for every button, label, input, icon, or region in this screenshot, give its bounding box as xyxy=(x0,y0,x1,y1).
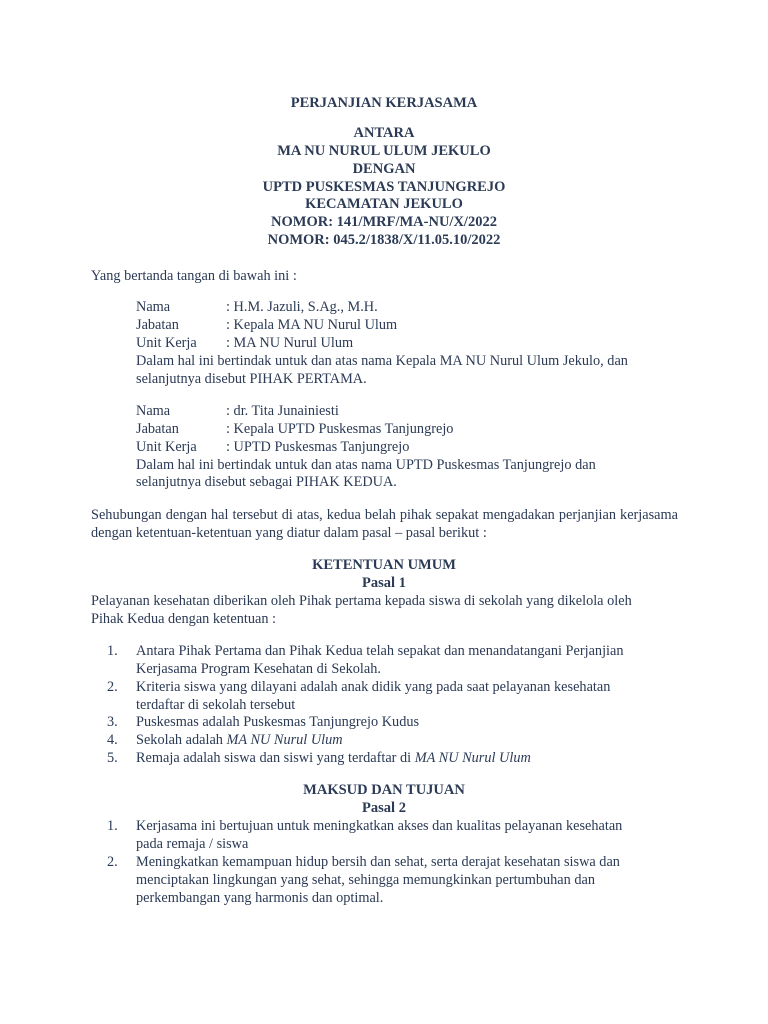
list-item-text: menciptakan lingkungan yang sehat, sehingga memungkinkan pertumbuhan dan xyxy=(136,872,595,888)
title-antara: ANTARA xyxy=(353,125,415,141)
section2-heading: MAKSUD DAN TUJUAN xyxy=(303,782,465,798)
list-item-text: perkembangan yang harmonis dan optimal. xyxy=(136,890,384,906)
party2-jabatan-value: : Kepala UPTD Puskesmas Tanjungrejo xyxy=(226,421,454,437)
party1-unit-label: Unit Kerja xyxy=(136,335,197,351)
section1-heading: KETENTUAN UMUM xyxy=(312,557,456,573)
title-nomor1: NOMOR: 141/MRF/MA-NU/X/2022 xyxy=(271,214,497,230)
agreement-paragraph: Sehubungan dengan hal tersebut di atas, kedua belah pihak sepakat mengadakan perjanjian kerjasama dengan ketentuan-ketentuan yang diatur dalam pasal – pasal berikut : xyxy=(91,507,678,541)
list-item-text: Kerjasama Program Kesehatan di Sekolah. xyxy=(136,661,381,677)
title-nomor2: NOMOR: 045.2/1838/X/11.05.10/2022 xyxy=(267,232,501,248)
party2-nama-value: : dr. Tita Junainiesti xyxy=(226,403,339,419)
school-name-italic: MA NU Nurul Ulum xyxy=(414,750,531,766)
section1-intro-line2: Pihak Kedua dengan ketentuan : xyxy=(91,611,277,627)
list-item-text xyxy=(136,731,343,749)
party2-unit-value: : UPTD Puskesmas Tanjungrejo xyxy=(226,439,410,455)
party2-unit-label: Unit Kerja xyxy=(136,439,197,455)
party2-desc-line2: selanjutnya disebut sebagai PIHAK KEDUA. xyxy=(136,474,397,490)
party1-jabatan-value: : Kepala MA NU Nurul Ulum xyxy=(226,317,398,333)
title-kecamatan: KECAMATAN JEKULO xyxy=(305,196,463,212)
title-dengan: DENGAN xyxy=(352,161,416,177)
party1-desc-line2: selanjutnya disebut PIHAK PERTAMA. xyxy=(136,371,367,387)
title-party2: UPTD PUSKESMAS TANJUNGREJO xyxy=(262,179,506,195)
list-item-number: 3. xyxy=(107,714,118,730)
list-item-number: 1. xyxy=(107,643,118,659)
list-item-text: Antara Pihak Pertama dan Pihak Kedua telah sepakat dan menandatangani Perjanjian xyxy=(136,643,624,659)
list-item-text: Kerjasama ini bertujuan untuk meningkatkan akses dan kualitas pelayanan kesehatan xyxy=(136,818,623,834)
title-party1: MA NU NURUL ULUM JEKULO xyxy=(277,143,491,159)
party1-unit-value: : MA NU Nurul Ulum xyxy=(226,335,354,351)
list-item-text: Meningkatkan kemampuan hidup bersih dan sehat, serta derajat kesehatan siswa dan xyxy=(136,854,620,870)
section1-pasal: Pasal 1 xyxy=(362,575,406,591)
party2-jabatan-label: Jabatan xyxy=(136,421,179,437)
party2-desc-line1: Dalam hal ini bertindak untuk dan atas nama UPTD Puskesmas Tanjungrejo dan xyxy=(136,457,596,473)
list-item-number: 1. xyxy=(107,818,118,834)
section2-pasal: Pasal 2 xyxy=(362,800,406,816)
party1-nama-label: Nama xyxy=(136,299,171,315)
list-item-number: 4. xyxy=(107,732,118,748)
document-title: PERJANJIAN KERJASAMA xyxy=(290,95,478,111)
intro-text: Yang bertanda tangan di bawah ini : xyxy=(91,268,297,284)
list-item-text-plain: Remaja adalah siswa dan siswi yang terdaftar di xyxy=(136,750,415,766)
list-item-text-plain: Sekolah adalah xyxy=(136,732,227,748)
list-item-text: Puskesmas adalah Puskesmas Tanjungrejo Kudus xyxy=(136,714,420,730)
list-item-number: 2. xyxy=(107,679,118,695)
party1-desc-line1: Dalam hal ini bertindak untuk dan atas nama Kepala MA NU Nurul Ulum Jekulo, dan xyxy=(136,353,628,369)
party1-jabatan-label: Jabatan xyxy=(136,317,179,333)
section1-intro-line1: Pelayanan kesehatan diberikan oleh Pihak pertama kepada siswa di sekolah yang dikelola oleh xyxy=(91,593,632,609)
list-item-text: terdaftar di sekolah tersebut xyxy=(136,697,296,713)
party2-nama-label: Nama xyxy=(136,403,171,419)
list-item-text: pada remaja / siswa xyxy=(136,836,249,852)
party1-nama-value: : H.M. Jazuli, S.Ag., M.H. xyxy=(226,299,378,315)
list-item-text xyxy=(136,749,531,767)
list-item-number: 2. xyxy=(107,854,118,870)
list-item-text: Kriteria siswa yang dilayani adalah anak didik yang pada saat pelayanan kesehatan xyxy=(136,679,611,695)
list-item-number: 5. xyxy=(107,750,118,766)
school-name-italic: MA NU Nurul Ulum xyxy=(226,732,343,748)
